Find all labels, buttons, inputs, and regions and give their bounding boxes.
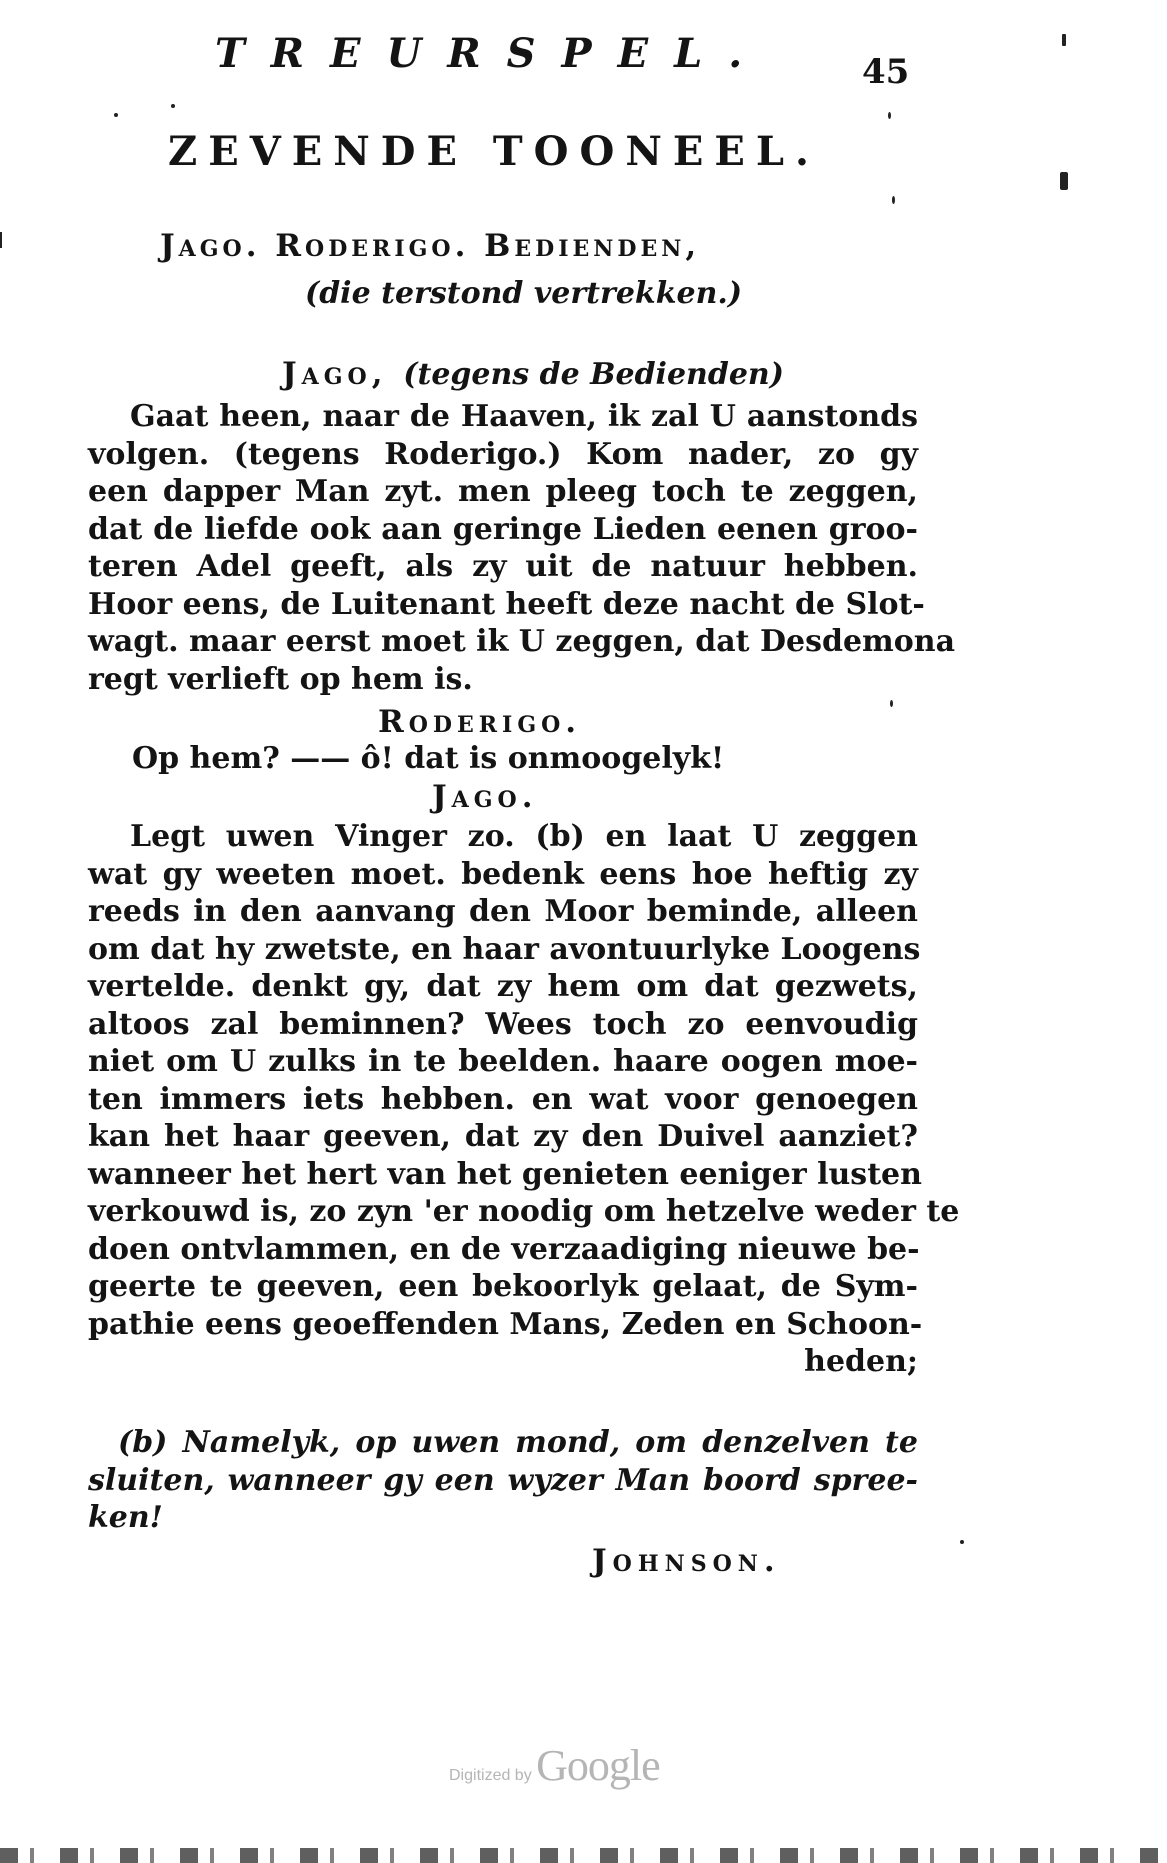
text-line: wanneer het hert van het genieten eeniger lusten [88,1156,922,1192]
watermark-prefix: Digitized by [449,1767,532,1784]
scan-speck [888,112,891,119]
text-line: Hoor eens, de Luitenant heeft deze nacht de Slot- [88,586,925,622]
text-line: wat gy weeten moet. bedenk eens hoe heftig zy [88,856,918,892]
text-line: kan het haar geeven, dat zy den Duivel aanziet? [88,1119,918,1154]
scan-speck [960,1540,964,1544]
speaker-name: Jago, [282,356,388,392]
text-line: om dat hy zwetste, en haar avontuurlyke Loogens [88,931,921,967]
speaker-heading [282,356,784,392]
catchword: heden; [804,1344,918,1379]
cast-list: Jago. Roderigo. Bedienden, [160,228,701,264]
footnote-line: ken! [88,1500,163,1535]
text-line: dat de liefde ook aan geringe Lieden eenen groo- [88,511,918,547]
text-line: Legt uwen Vinger zo. (b) en laat U zeggen [130,819,918,854]
page-number: 45 [862,52,910,92]
text-line: volgen. (tegens Roderigo.) Kom nader, zo gy [88,436,918,472]
scan-speck [1060,172,1068,190]
text-line: vertelde. denkt gy, dat zy hem om dat gezwets, [88,969,918,1004]
text-line: doen ontvlammen, en de verzaadiging nieuwe be- [88,1231,920,1267]
scan-speck [892,196,895,204]
text-line: Gaat heen, naar de Haaven, ik zal U aanstonds [130,399,918,434]
digitized-watermark [449,1740,660,1791]
text-line: teren Adel geeft, als zy uit de natuur hebben. [88,549,918,584]
footnote-line: (b) Namelyk, op uwen mond, om denzelven te [118,1425,918,1460]
footnote [88,1424,918,1537]
speech-text [88,740,918,778]
footnote-line: sluiten, wanneer gy een wyzer Man boord spree- [88,1462,918,1498]
speaker-name: Jago. [432,779,538,815]
scan-speck [114,113,118,117]
speaker-name: Roderigo. [378,704,582,740]
cast-stage-direction: (die terstond vertrekken.) [305,276,743,311]
text-line: altoos zal beminnen? Wees toch zo eenvoudig [88,1006,918,1042]
footnote-signature: Johnson. [592,1543,781,1579]
scene-title: ZEVENDE TOONEEL. [168,128,820,175]
text-line: geerte te geeven, een bekoorlyk gelaat, de Sym- [88,1269,918,1304]
scan-speck [1062,34,1066,46]
speech-text [88,398,956,698]
google-logo: Google [536,1741,660,1790]
text-line: pathie eens geoeffenden Mans, Zeden en Schoon- [88,1306,923,1342]
text-line: ten immers iets hebben. en wat voor genoegen [88,1081,918,1117]
scan-speck [890,700,893,707]
speech-text [88,818,960,1381]
running-head: TREURSPEL. [215,30,769,77]
scan-edge-strip [0,1848,1167,1863]
scan-speck [0,232,2,248]
text-line: wagt. maar eerst moet ik U zeggen, dat Desdemona [88,624,956,659]
text-line: regt verlieft op hem is. [88,661,473,697]
text-line: niet om U zulks in te beelden. haare oogen moe- [88,1044,918,1079]
scan-speck [171,104,175,108]
text-line: Op hem? —— ô! dat is onmoogelyk! [132,741,725,776]
text-line: verkouwd is, zo zyn 'er noodig om hetzelve weder te [88,1194,960,1229]
text-line: reeds in den aanvang den Moor beminde, alleen [88,894,918,929]
stage-direction: (tegens de Bedienden) [403,357,784,392]
text-line: een dapper Man zyt. men pleeg toch te zeggen, [88,474,918,509]
